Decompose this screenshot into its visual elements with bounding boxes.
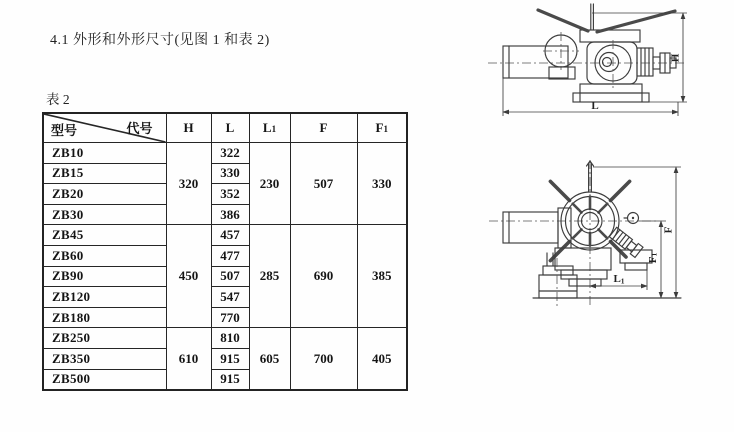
f1-cell: 330 (357, 143, 407, 225)
l-cell: 386 (211, 204, 249, 225)
table-row (43, 225, 407, 246)
f1-cell: 385 (357, 225, 407, 328)
l-cell: 915 (211, 369, 249, 390)
corner-label-daihao: 代号 (126, 121, 153, 136)
motor-cylinder (503, 46, 568, 78)
corner-label-xinghao: 型号 (51, 123, 78, 138)
model-cell: ZB90 (43, 266, 166, 287)
handwheel-handle (550, 181, 569, 200)
table-caption: 表 2 (46, 92, 70, 107)
f-cell: 507 (290, 143, 357, 225)
model-cell: ZB120 (43, 287, 166, 308)
f-cell: 700 (290, 328, 357, 390)
h-cell: 450 (166, 225, 211, 328)
model-cell: ZB250 (43, 328, 166, 349)
figure-actuator-front-view (485, 158, 734, 315)
mounting-flange (573, 93, 649, 102)
dim-label-f: F (662, 226, 675, 234)
model-cell: ZB500 (43, 369, 166, 390)
l-cell: 477 (211, 245, 249, 266)
dim-label-h: H (669, 53, 682, 63)
col-header-l: L (211, 113, 249, 143)
l1-cell: 230 (249, 143, 290, 225)
col-header-h: H (166, 113, 211, 143)
figure-actuator-side-view (485, 0, 734, 152)
page-heading: 4.1 外形和外形尺寸(见图 1 和表 2) (50, 33, 270, 48)
table-body (43, 143, 407, 391)
l-cell: 547 (211, 287, 249, 308)
model-cell: ZB15 (43, 163, 166, 184)
f-cell: 690 (290, 225, 357, 328)
model-cell: ZB180 (43, 307, 166, 328)
model-cell: ZB350 (43, 348, 166, 369)
handwheel-arm-left (538, 10, 588, 31)
model-cell: ZB60 (43, 245, 166, 266)
gear-housing (555, 248, 611, 270)
output-coupling (609, 227, 643, 258)
table-row (43, 328, 407, 349)
l-cell: 352 (211, 184, 249, 205)
h-cell: 610 (166, 328, 211, 390)
model-cell: ZB20 (43, 184, 166, 205)
f1-cell: 405 (357, 328, 407, 390)
corner-cell (43, 113, 166, 143)
dim-label-l1: L1 (613, 273, 625, 286)
l-cell: 770 (211, 307, 249, 328)
table-row (43, 143, 407, 164)
dim-label-l: L (591, 100, 599, 112)
handwheel-handle (611, 181, 630, 200)
l-cell: 322 (211, 143, 249, 164)
l-cell: 330 (211, 163, 249, 184)
l-cell: 457 (211, 225, 249, 246)
model-cell: ZB30 (43, 204, 166, 225)
model-cell: ZB10 (43, 143, 166, 164)
handwheel-arm-right (597, 11, 675, 32)
l-cell: 810 (211, 328, 249, 349)
table-header-row (43, 113, 407, 143)
col-header-l1: L1 (249, 113, 290, 143)
model-cell: ZB45 (43, 225, 166, 246)
actuator-body-front-view (489, 160, 681, 308)
base-plate (580, 84, 642, 93)
col-header-f1: F1 (357, 113, 407, 143)
l1-cell: 605 (249, 328, 290, 390)
l-cell: 915 (211, 348, 249, 369)
motor-cylinder (503, 212, 558, 243)
col-header-f: F (290, 113, 357, 143)
dimension-f (593, 167, 681, 298)
h-cell: 320 (166, 143, 211, 225)
l-cell: 507 (211, 266, 249, 287)
dimension-table (42, 112, 408, 391)
actuator-body-top-view (488, 4, 685, 102)
l1-cell: 285 (249, 225, 290, 328)
dim-label-f1: F1 (646, 252, 659, 264)
